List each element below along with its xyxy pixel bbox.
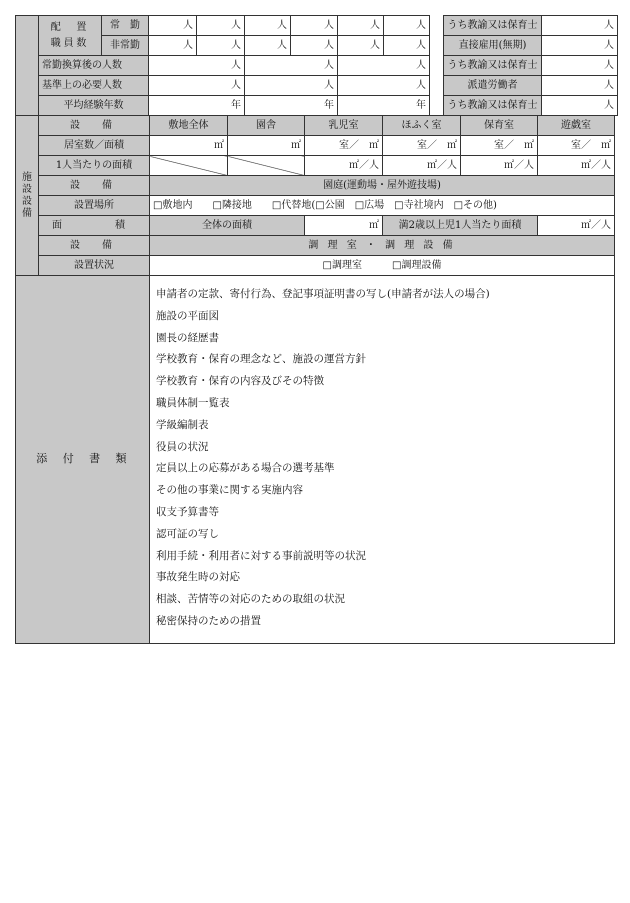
- staff-table: [15, 15, 618, 116]
- parttime-cell-5[interactable]: 人: [338, 36, 384, 56]
- equip-label: 設 備: [39, 116, 150, 136]
- site-area-cell[interactable]: ㎡: [150, 136, 228, 156]
- right-value-3[interactable]: 人: [542, 56, 618, 76]
- parttime-cell-1[interactable]: 人: [149, 36, 197, 56]
- fulltime-cell-4[interactable]: 人: [291, 16, 338, 36]
- converted-cell-3[interactable]: 人: [338, 56, 430, 76]
- spacer: [430, 16, 444, 36]
- infant-room-cell[interactable]: 室／ ㎡: [305, 136, 383, 156]
- status-options[interactable]: □調理室 □調理設備: [150, 256, 615, 276]
- parttime-cell-2[interactable]: 人: [197, 36, 245, 56]
- yard-equip-label: 設 備: [39, 176, 150, 196]
- attachment-item: 認可証の写し: [156, 527, 219, 540]
- avg-exp-cell-3[interactable]: 年: [338, 96, 430, 116]
- nursery-room-cell[interactable]: 室／ ㎡: [461, 136, 538, 156]
- play-room-cell[interactable]: 室／ ㎡: [538, 136, 615, 156]
- attachment-item: 施設の平面図: [156, 309, 219, 322]
- spacer: [430, 36, 444, 56]
- right-label-4: 派遣労働者: [444, 76, 542, 96]
- kitchen-equip-label: 設 備: [39, 236, 150, 256]
- application-form: [15, 15, 614, 644]
- status-label: 設置状況: [39, 256, 150, 276]
- spacer: [430, 76, 444, 96]
- total-area-label: 全体の面積: [150, 216, 305, 236]
- fulltime-cell-2[interactable]: 人: [197, 16, 245, 36]
- play-per-child-cell[interactable]: ㎡／人: [538, 156, 615, 176]
- fulltime-cell-6[interactable]: 人: [384, 16, 430, 36]
- fulltime-cell-1[interactable]: 人: [149, 16, 197, 36]
- facility-section-label: 施 設 設 備: [16, 116, 39, 276]
- attachment-item: 職員体制一覧表: [156, 396, 230, 409]
- building-per-child-diagonal: [228, 156, 305, 176]
- area-label: 面 積: [39, 216, 150, 236]
- required-label: 基準上の必要人数: [39, 76, 149, 96]
- col-crawling-room: ほふく室: [383, 116, 461, 136]
- right-value-2[interactable]: 人: [542, 36, 618, 56]
- required-cell-1[interactable]: 人: [149, 76, 245, 96]
- col-play-room: 遊戯室: [538, 116, 615, 136]
- attachments-label: 添 付 書 類: [16, 276, 150, 644]
- spacer: [430, 56, 444, 76]
- room-area-label: 居室数／面積: [39, 136, 150, 156]
- attachment-item: 定員以上の応募がある場合の選考基準: [156, 462, 335, 475]
- building-area-cell[interactable]: ㎡: [228, 136, 305, 156]
- converted-label: 常勤換算後の人数: [39, 56, 149, 76]
- attachment-item: 学級編制表: [156, 418, 209, 431]
- col-nursery-room: 保育室: [461, 116, 538, 136]
- right-label-3: うち教諭又は保育士: [444, 56, 542, 76]
- infant-per-child-cell[interactable]: ㎡／人: [305, 156, 383, 176]
- location-options[interactable]: □敷地内 □隣接地 □代替地(□公園 □広場 □寺社境内 □その他): [150, 196, 615, 216]
- attachment-item: 収支予算書等: [156, 505, 219, 518]
- col-infant-room: 乳児室: [305, 116, 383, 136]
- attachment-item: その他の事業に関する実施内容: [156, 484, 303, 497]
- attachment-item: 役員の状況: [156, 440, 209, 453]
- avg-exp-label: 平均経験年数: [39, 96, 149, 116]
- col-site: 敷地全体: [150, 116, 228, 136]
- yard-header: 園庭(運動場・屋外遊技場): [150, 176, 615, 196]
- col-building: 園舎: [228, 116, 305, 136]
- crawling-room-cell[interactable]: 室／ ㎡: [383, 136, 461, 156]
- attachments-table: [15, 275, 615, 644]
- parttime-cell-6[interactable]: 人: [384, 36, 430, 56]
- attachment-item: 学校教育・保育の理念など、施設の運営方針: [156, 353, 366, 366]
- staff-count-label: 配 置 職員数: [39, 16, 102, 56]
- required-cell-2[interactable]: 人: [245, 76, 338, 96]
- nursery-per-child-cell[interactable]: ㎡／人: [461, 156, 538, 176]
- right-label-2: 直接雇用(無期): [444, 36, 542, 56]
- attachments-list: [150, 276, 615, 644]
- right-value-4[interactable]: 人: [542, 76, 618, 96]
- location-label: 設置場所: [39, 196, 150, 216]
- converted-cell-1[interactable]: 人: [149, 56, 245, 76]
- parttime-cell-4[interactable]: 人: [291, 36, 338, 56]
- attachment-item: 園長の経歴書: [156, 331, 219, 344]
- total-area-cell[interactable]: ㎡: [305, 216, 383, 236]
- facility-table: [15, 115, 615, 276]
- required-cell-3[interactable]: 人: [338, 76, 430, 96]
- right-label-1: うち教諭又は保育士: [444, 16, 542, 36]
- fulltime-cell-3[interactable]: 人: [245, 16, 291, 36]
- parttime-cell-3[interactable]: 人: [245, 36, 291, 56]
- attachment-item: 利用手続・利用者に対する事前説明等の状況: [156, 549, 366, 562]
- attachment-item: 学校教育・保育の内容及びその特徴: [156, 375, 324, 388]
- attachment-item: 秘密保持のための措置: [156, 614, 261, 627]
- over2-area-label: 満2歳以上児1人当たり面積: [383, 216, 538, 236]
- kitchen-header: 調 理 室 ・ 調 理 設 備: [150, 236, 615, 256]
- spacer: [430, 96, 444, 116]
- staff-section-bar: [16, 16, 39, 116]
- attachment-item: 事故発生時の対応: [156, 571, 240, 584]
- avg-exp-cell-1[interactable]: 年: [149, 96, 245, 116]
- right-value-1[interactable]: 人: [542, 16, 618, 36]
- crawling-per-child-cell[interactable]: ㎡／人: [383, 156, 461, 176]
- fulltime-cell-5[interactable]: 人: [338, 16, 384, 36]
- avg-exp-cell-2[interactable]: 年: [245, 96, 338, 116]
- over2-area-cell[interactable]: ㎡／人: [538, 216, 615, 236]
- attachment-item: 相談、苦情等の対応のための取組の状況: [156, 593, 345, 606]
- right-label-5: うち教諭又は保育士: [444, 96, 542, 116]
- per-child-label: 1人当たりの面積: [39, 156, 150, 176]
- right-value-5[interactable]: 人: [542, 96, 618, 116]
- parttime-label: 非常勤: [102, 36, 149, 56]
- converted-cell-2[interactable]: 人: [245, 56, 338, 76]
- site-per-child-diagonal: [150, 156, 228, 176]
- attachment-item: 申請者の定款、寄付行為、登記事項証明書の写し(申請者が法人の場合): [156, 288, 490, 300]
- fulltime-label: 常 勤: [102, 16, 149, 36]
